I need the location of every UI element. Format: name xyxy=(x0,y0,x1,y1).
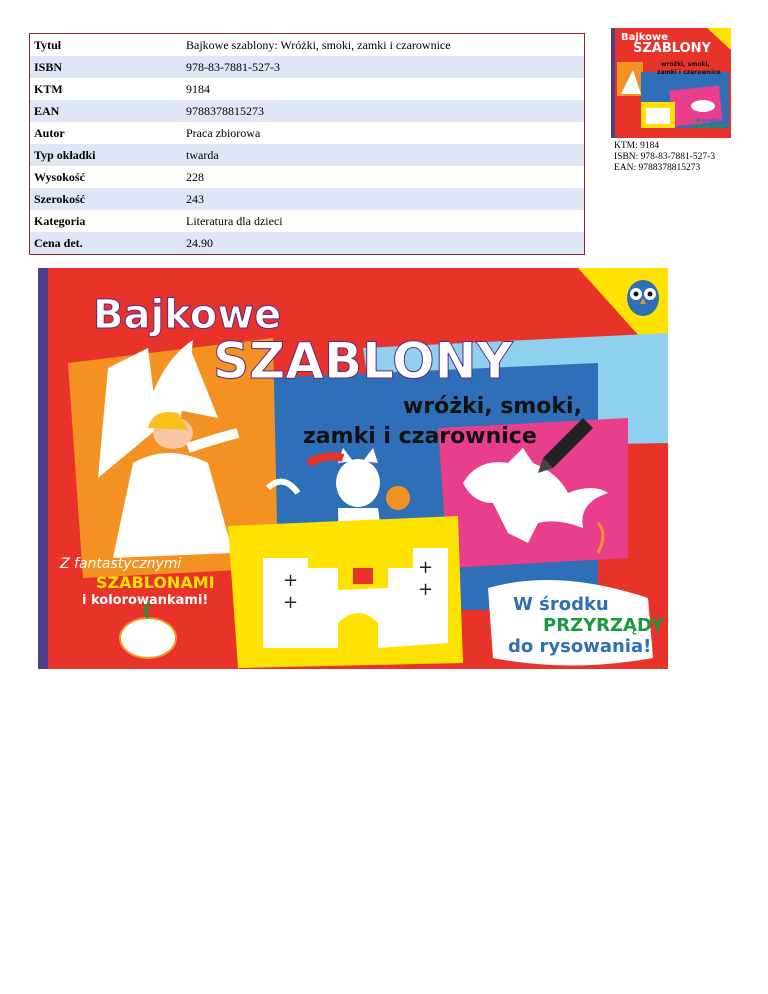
table-row xyxy=(30,78,585,100)
table-row xyxy=(30,56,585,78)
row-label: Kategoria xyxy=(30,210,183,232)
inside-line1: W środku xyxy=(513,594,609,615)
svg-text:+: + xyxy=(418,557,434,578)
row-value: 978-83-7881-527-3 xyxy=(182,56,585,78)
inside-line2: PRZYRZĄDY xyxy=(543,615,664,636)
row-label: Szerokość xyxy=(30,188,183,210)
thumb-title-1: Bajkowe xyxy=(621,32,669,43)
row-label: Cena det. xyxy=(30,232,183,255)
svg-text:+: + xyxy=(283,570,299,591)
ktm-code: KTM: 9184 xyxy=(614,141,660,151)
product-info-table xyxy=(29,33,585,255)
row-label: Wysokość xyxy=(30,166,183,188)
promo-line2: SZABLONAMI xyxy=(96,573,215,592)
isbn-code: ISBN: 978-83-7881-527-3 xyxy=(614,152,716,162)
row-label: Typ okładki xyxy=(30,144,183,166)
thumb-subtitle-1: wróżki, smoki, xyxy=(661,61,710,68)
thumb-inside-1: W środku xyxy=(695,118,722,124)
row-label: KTM xyxy=(30,78,183,100)
table-row xyxy=(30,188,585,210)
table-row xyxy=(30,144,585,166)
row-value: Literatura dla dzieci xyxy=(182,210,585,232)
row-value: 228 xyxy=(182,166,585,188)
promo-line3: i kolorowankami! xyxy=(82,593,209,608)
table-row xyxy=(30,210,585,232)
svg-text:+: + xyxy=(418,579,434,600)
row-value: twarda xyxy=(182,144,585,166)
table-row xyxy=(30,122,585,144)
cover-subtitle-line2: zamki i czarownice xyxy=(303,424,537,449)
row-value: 9184 xyxy=(182,78,585,100)
cover-title-line2: SZABLONY xyxy=(213,332,513,390)
row-value: 9788378815273 xyxy=(182,100,585,122)
ean-code: EAN: 9788378815273 xyxy=(614,163,701,173)
owl-icon xyxy=(627,280,659,316)
inside-line3: do rysowania! xyxy=(508,636,652,657)
table-row xyxy=(30,100,585,122)
cover-title-line1: Bajkowe xyxy=(93,292,282,338)
row-label: ISBN xyxy=(30,56,183,78)
table-row xyxy=(30,34,585,57)
product-codes xyxy=(614,141,715,174)
cover-subtitle-line1: wróżki, smoki, xyxy=(403,394,582,419)
thumb-inside-2: PRZYRZĄDY xyxy=(693,124,727,130)
table-row xyxy=(30,232,585,255)
thumb-title-2: SZABLONY xyxy=(633,41,711,56)
table-row xyxy=(30,166,585,188)
row-value: Bajkowe szablony: Wróżki, smoki, zamki i czarownice xyxy=(182,34,585,57)
row-label: Tytuł xyxy=(30,34,183,57)
cover-image xyxy=(38,268,668,669)
thumb-subtitle-2: zamki i czarownice xyxy=(657,69,721,76)
row-value: 24.90 xyxy=(182,232,585,255)
row-label: EAN xyxy=(30,100,183,122)
promo-line1: Z fantastycznymi xyxy=(60,556,182,572)
row-label: Autor xyxy=(30,122,183,144)
row-value: 243 xyxy=(182,188,585,210)
svg-text:+: + xyxy=(283,592,299,613)
row-value: Praca zbiorowa xyxy=(182,122,585,144)
cover-thumbnail xyxy=(611,28,731,138)
